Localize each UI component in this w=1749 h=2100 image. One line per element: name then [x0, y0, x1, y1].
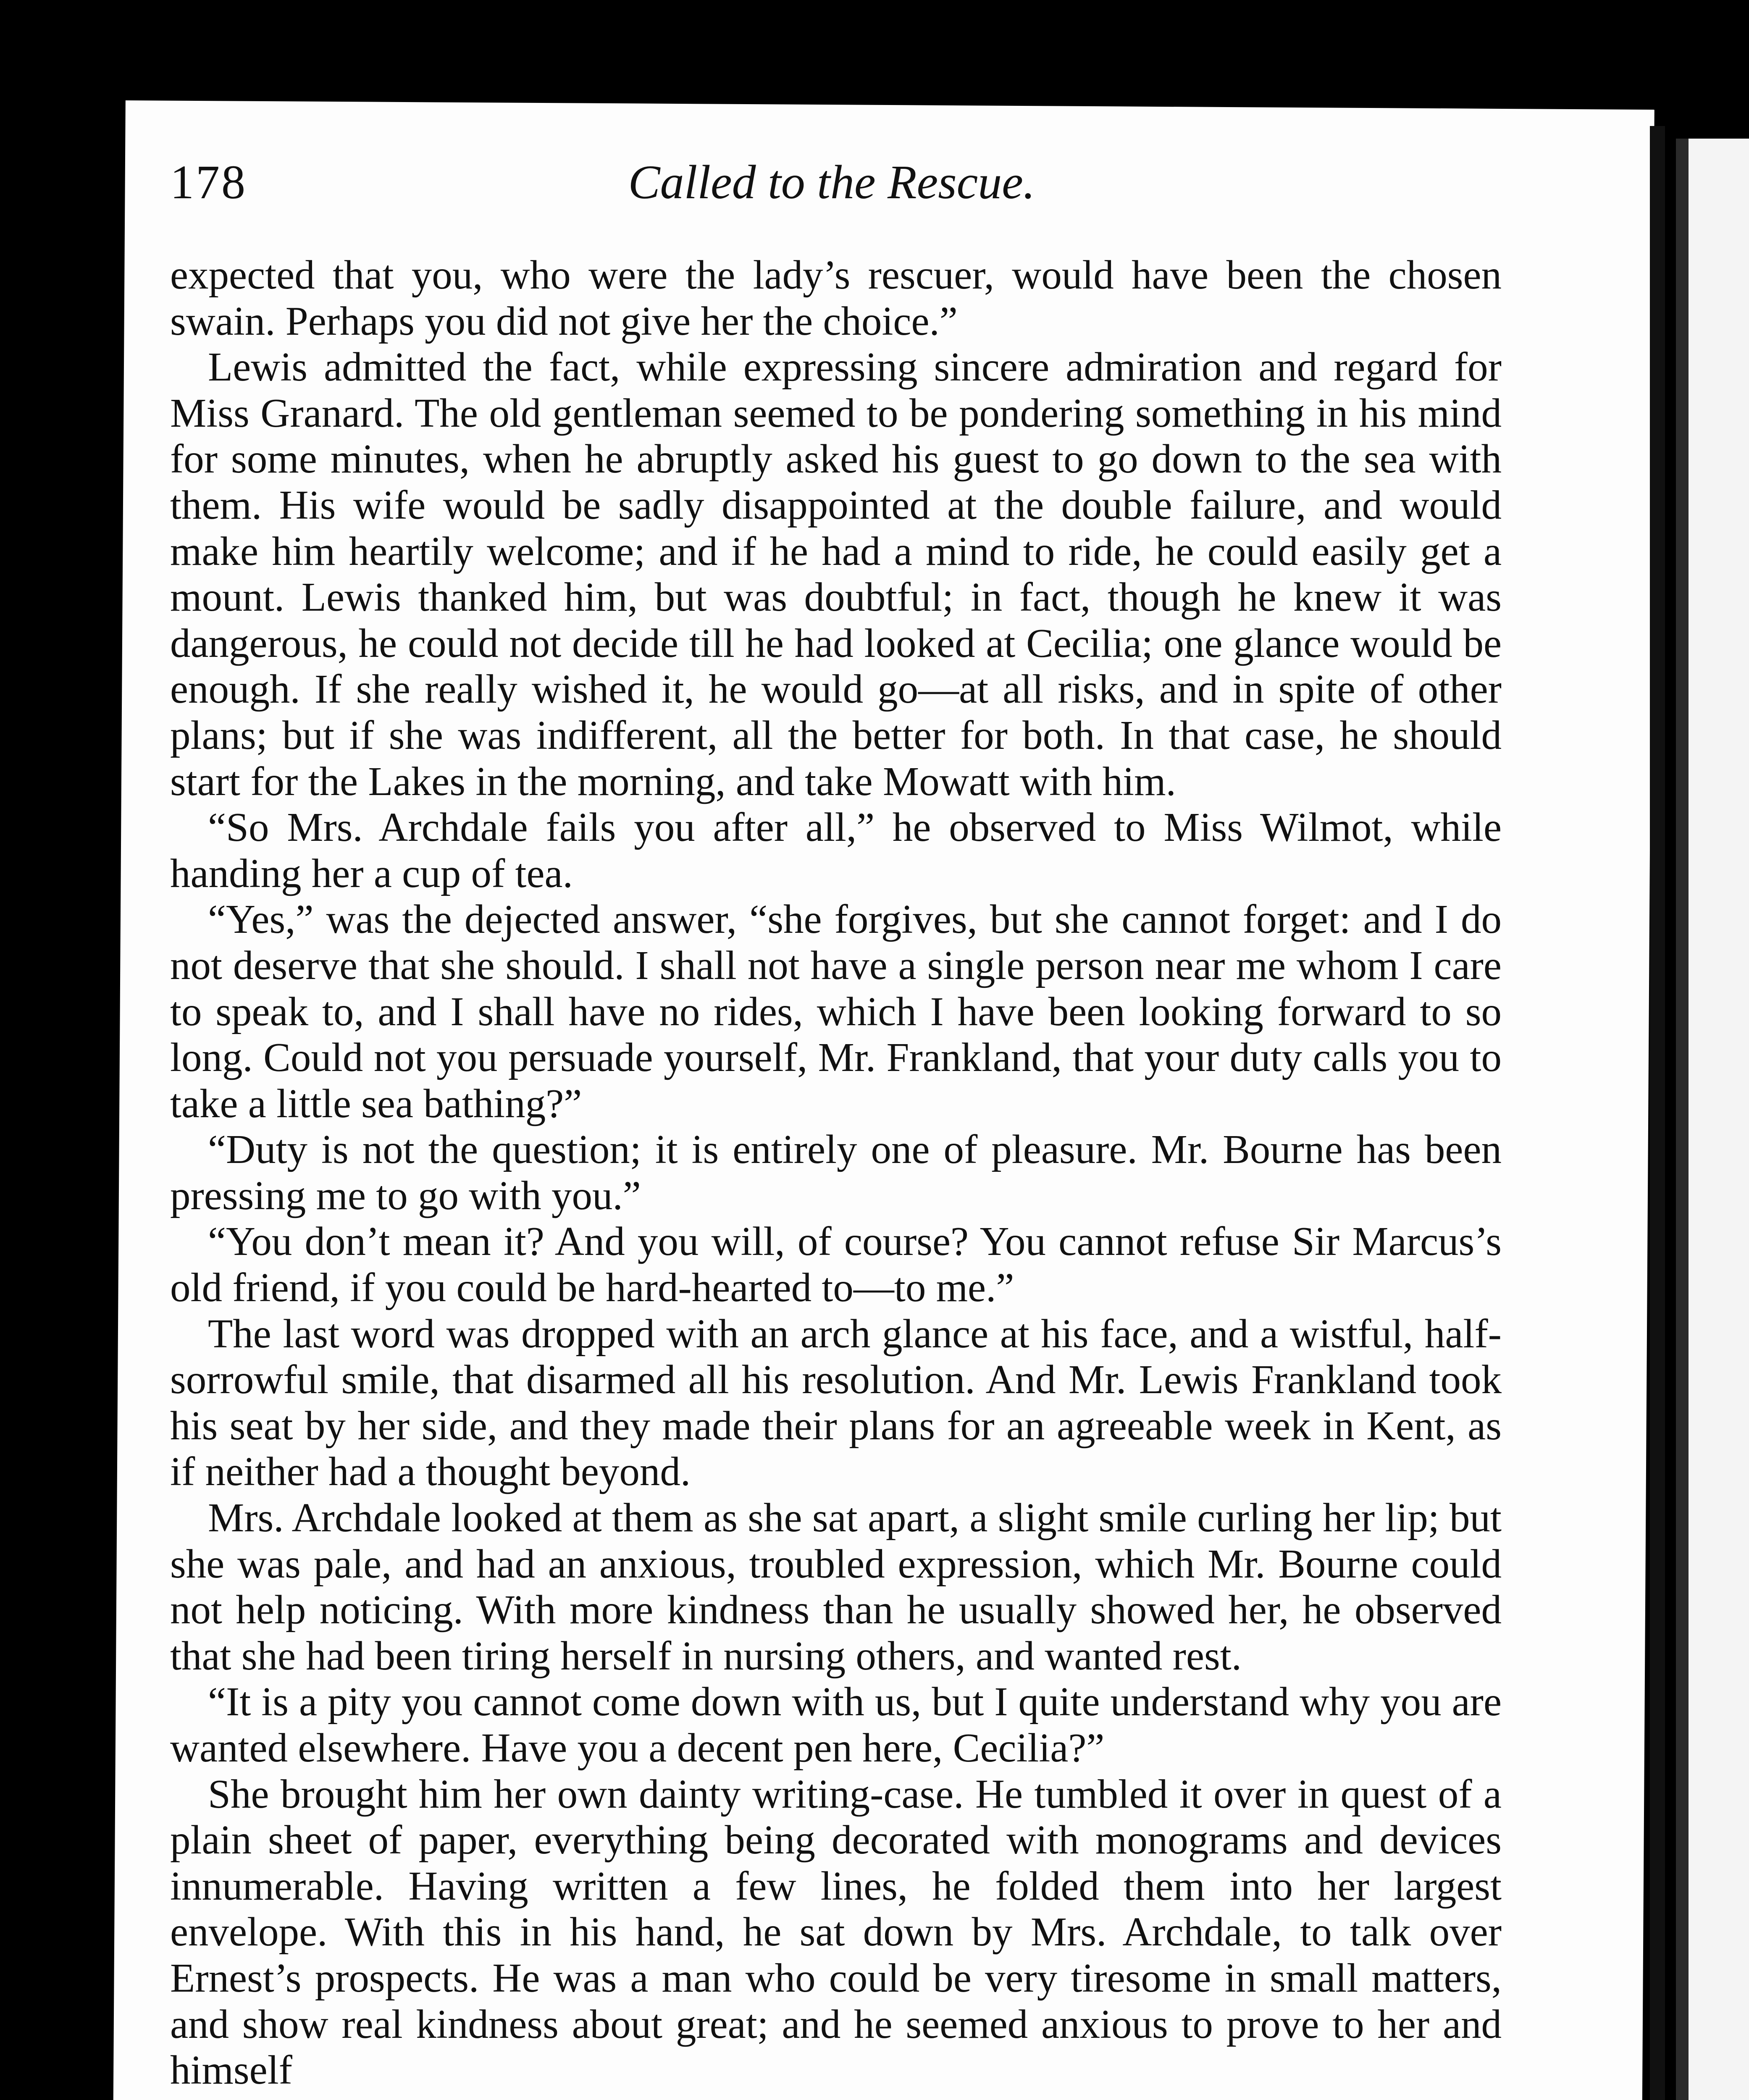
paragraph: The last word was dropped with an arch glance at his face, and a wistful, half-sorrowful smile, that disarmed all his resolution. And Mr. Lewis Frankland took his seat by her side, and they made their plans for an agreeable week in Kent, as if neither had a thought beyond.: [170, 1311, 1502, 1494]
body-text: [170, 252, 1502, 2093]
paragraph: “You don’t mean it? And you will, of course? You cannot refuse Sir Marcus’s old friend, if you could be hard-hearted to—to me.”: [170, 1219, 1502, 1310]
page-header: [170, 155, 1493, 222]
paragraph: Mrs. Archdale looked at them as she sat apart, a slight smile curling her lip; but she was pale, and had an anxious, troubled expression, which Mr. Bourne could not help noticing. With more kindness than he usually showed her, he observed that she had been tiring herself in nursing others, and wanted rest.: [170, 1495, 1502, 1678]
paragraph: Lewis admitted the fact, while expressing sincere admiration and regard for Miss Granard. The old gentleman seemed to be pondering something in his mind for some minutes, when he abruptly asked his guest to go down to the sea with them. His wife would be sadly disappointed at the double failure, and would make him heartily welcome; and if he had a mind to ride, he could easily get a mount. Lewis thanked him, but was doubtful; in fact, though he knew it was dangerous, he could not decide till he had looked at Cecilia; one glance would be enough. If she really wished it, he would go—at all risks, and in spite of other plans; but if she was indifferent, all the better for both. In that case, he should start for the Lakes in the morning, and take Mowatt with him.: [170, 344, 1502, 804]
paragraph: “So Mrs. Archdale fails you after all,” he observed to Miss Wilmot, while handing her a cup of tea.: [170, 805, 1502, 896]
paragraph: She brought him her own dainty writing-case. He tumbled it over in quest of a plain sheet of paper, everything being decorated with monograms and devices innumerable. Having written a few lines, he folded them into her largest envelope. With this in his hand, he sat down by Mrs. Archdale, to talk over Ernest’s prospects. He was a man who could be very tiresome in small matters, and show real kindness about great; and he seemed anxious to prove to her and himself: [170, 1771, 1502, 2093]
paragraph: “Yes,” was the dejected answer, “she forgives, but she cannot forget: and I do not deserve that she should. I shall not have a single person near me whom I care to speak to, and I shall have no rides, which I have been looking forward to so long. Could not you persuade yourself, Mr. Frankland, that your duty calls you to take a little sea bathing?”: [170, 897, 1502, 1126]
facing-page-gutter: [1676, 139, 1689, 2100]
paragraph: expected that you, who were the lady’s rescuer, would have been the chosen swain. Perhaps you did not give her the choice.”: [170, 252, 1502, 344]
page-number: 178: [170, 155, 247, 209]
running-title: Called to the Rescue.: [628, 155, 1035, 209]
paragraph: “Duty is not the question; it is entirely one of pleasure. Mr. Bourne has been pressing me to go with you.”: [170, 1127, 1502, 1218]
paragraph: “It is a pity you cannot come down with us, but I quite understand why you are wanted elsewhere. Have you a decent pen here, Cecilia?”: [170, 1679, 1502, 1770]
page-edge-shadow: [1650, 126, 1665, 2100]
